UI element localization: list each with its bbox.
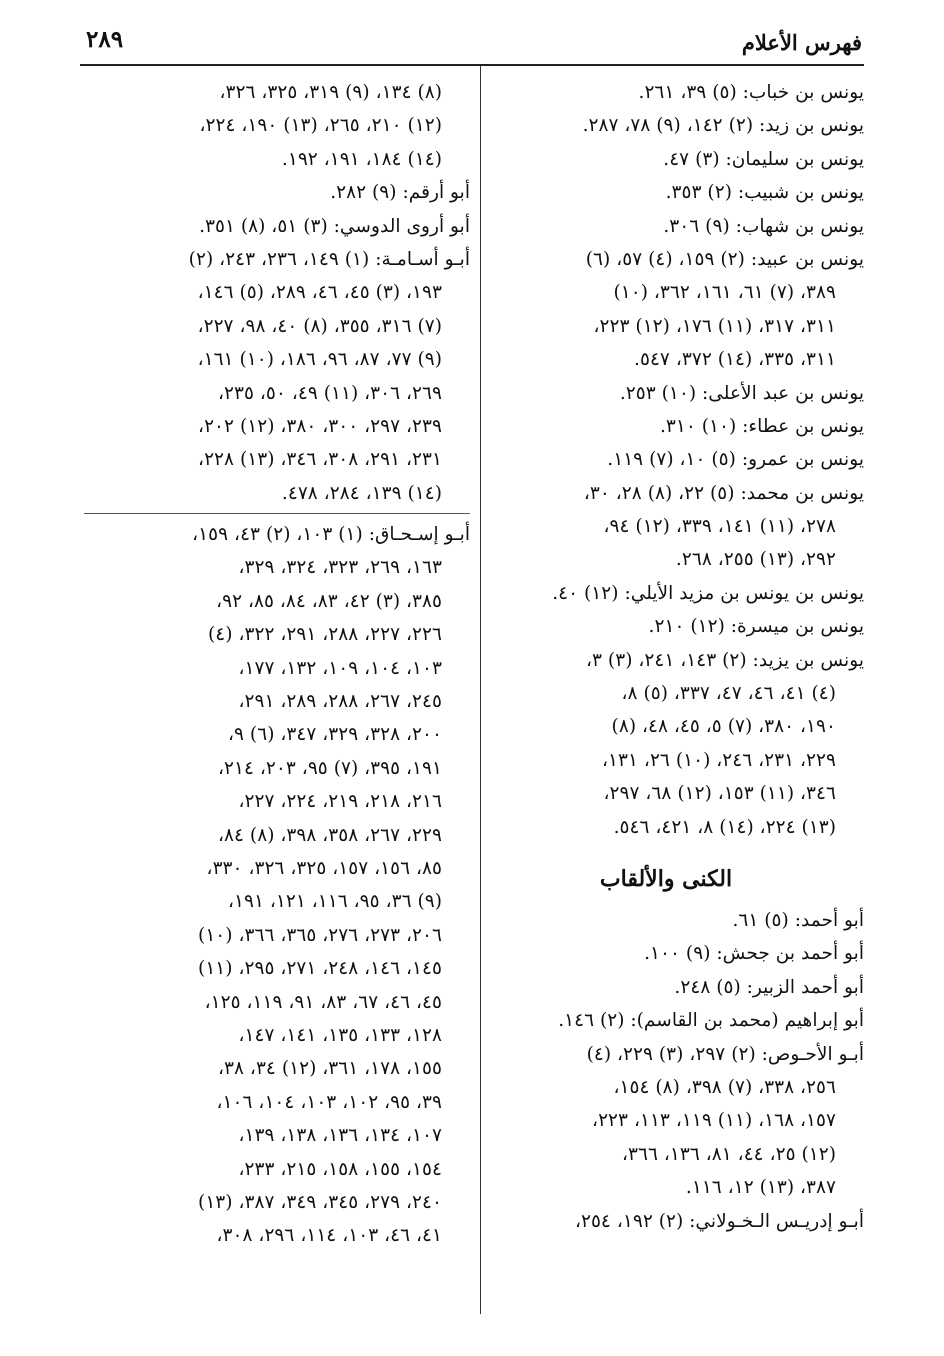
index-entry: أبو أروى الدوسي: (٣) ٥١، (٨) ٣٥١. [199, 215, 470, 237]
index-entry-continuation: (١٢) ٢١٠، ٢٦٥، (١٣) ١٩٠، ٢٢٤، [199, 115, 442, 137]
index-entry-continuation: ٣١١، ٣٣٥، (١٤) ٣٧٢، ٥٤٧. [634, 349, 836, 371]
index-entry-continuation: ٢٩٢، (١٣) ٢٥٥، ٢٦٨. [675, 549, 836, 571]
index-entry: يونس بن زيد: (٢) ١٤٢، (٩) ٧٨، ٢٨٧. [582, 115, 864, 137]
index-entry: أبو أرقم: (٩) ٢٨٢. [330, 182, 470, 204]
index-entry-continuation: ٢٧٨، (١١) ١٤١، ٣٣٩، (١٢) ٩٤، [603, 516, 836, 538]
index-entry: يونس بن عطاء: (١٠) ٣١٠. [659, 415, 864, 437]
index-entry: يونس بن عبد الأعلى: (١٠) ٢٥٣. [619, 382, 864, 404]
index-entry-continuation: (١٢) ٢٥، ٤٤، ٨١، ١٣٦، ٣٦٦، [621, 1143, 836, 1165]
index-entry-continuation: ٢٣٩، ٢٩٧، ٣٠٠، ٣٨٠، (١٢) ٢٠٢، [198, 415, 442, 437]
index-entry: أبـو إسـحـاق: (١) ١٠٣، (٢) ٤٣، ١٥٩، [192, 524, 470, 546]
index-entry: يونس بن خباب: (٥) ٣٩، ٢٦١. [638, 82, 864, 103]
index-entry-continuation: ٣٨٩، (٧) ٦١، ١٦١، ٣٦٢، (١٠) [613, 282, 836, 304]
index-entry-continuation: ٢٠٦، ٢٧٣، ٢٧٦، ٣٦٥، ٣٦٦، (١٠) [198, 924, 442, 946]
index-entry-continuation: ٣٨٧، (١٣) ١٢، ١١٦. [685, 1177, 836, 1199]
column-divider [480, 66, 481, 1314]
index-entry-continuation: ٢٢٦، ٢٢٧، ٢٨٨، ٢٩١، ٣٢٢، (٤) [208, 624, 442, 646]
right-column [488, 76, 864, 1238]
index-entry-continuation: (٩) ٣٦، ٩٥، ١١٦، ١٢١، ١٩١، [227, 891, 442, 913]
index-entry-continuation: ١٦٣، ٢٦٩، ٣٢٣، ٣٢٤، ٣٢٩، [238, 557, 442, 579]
index-entry: يونس بن يزيد: (٢) ١٤٣، ٢٤١، (٣) ٣، [586, 649, 864, 671]
page-number: ٢٨٩ [86, 26, 124, 53]
index-entry-continuation: ٣١١، ٣١٧، (١١) ١٧٦، (١٢) ٢٢٣، [593, 315, 836, 337]
index-entry: أبو إبراهيم (محمد بن القاسم): (٢) ١٤٦. [558, 1010, 864, 1032]
index-entry: أبـو أسـامـة: (١) ١٤٩، ٢٣٦، ٢٤٣، (٢) [188, 248, 470, 270]
index-entry-continuation: ١٩٣، (٣) ٤٥، ٤٦، ٢٨٩، (٥) ١٤٦، [197, 282, 442, 304]
index-entry-continuation: ١٠٧، ١٣٤، ١٣٦، ١٣٨، ١٣٩، [238, 1125, 442, 1147]
index-entry-continuation: ١٤٥، ١٤٦، ٢٤٨، ٢٧١، ٢٩٥، (١١) [198, 958, 442, 980]
index-entry-continuation: ٢٢٩، ٢٣١، ٢٤٦، (١٠) ٢٦، ١٣١، [602, 749, 836, 771]
index-entry: يونس بن شهاب: (٩) ٣٠٦. [663, 215, 864, 237]
index-entry: يونس بن شبيب: (٢) ٣٥٣. [665, 182, 864, 204]
index-entry: يونس بن محمد: (٥) ٢٢، (٨) ٢٨، ٣٠، [583, 482, 864, 504]
index-entry: يونس بن يونس بن مزيد الأيلي: (١٢) ٤٠. [552, 582, 864, 604]
header-rule [80, 64, 864, 66]
index-entry: يونس بن ميسرة: (١٢) ٢١٠. [648, 616, 864, 638]
index-entry-continuation: ٣٩، ٩٥، ١٠٢، ١٠٣، ١٠٤، ١٠٦، [216, 1091, 442, 1113]
index-entry-continuation: ٢٤٠، ٢٧٩، ٣٤٥، ٣٤٩، ٣٨٧، (١٣) [198, 1191, 442, 1213]
index-entry-continuation: (١٣) ٢٢٤، (١٤) ٨، ٤٢١، ٥٤٦. [613, 816, 836, 838]
index-entry: أبـو إدريـس الـخـولاني: (٢) ١٩٢، ٢٥٤، [574, 1210, 864, 1232]
left-column [84, 76, 470, 1253]
index-entry: يونس بن سليمان: (٣) ٤٧. [663, 148, 864, 170]
index-entry-continuation: ١٥٤، ١٥٥، ١٥٨، ٢١٥، ٢٣٣، [238, 1158, 442, 1180]
index-entry-continuation: ١٥٥، ١٧٨، ٣٦١، (١٢) ٣٤، ٣٨، [218, 1058, 442, 1080]
index-entry-continuation: (١٤) ١٣٩، ٢٨٤، ٤٧٨. [281, 482, 442, 504]
index-entry: يونس بن عمرو: (٥) ١٠، (٧) ١١٩. [607, 449, 864, 471]
index-entry-continuation: ٢٢٩، ٢٦٧، ٣٥٨، ٣٩٨، (٨) ٨٤، [218, 824, 442, 846]
index-entry: أبو أحمد بن جحش: (٩) ١٠٠. [644, 943, 864, 965]
index-entry-continuation: ٢٠٠، ٣٢٨، ٣٢٩، ٣٤٧، (٦) ٩، [228, 724, 442, 746]
index-entry-continuation: ٢٥٦، ٣٣٨، (٧) ٣٩٨، (٨) ١٥٤، [613, 1076, 836, 1098]
index-entry-continuation: ١٩١، ٣٩٥، (٧) ٩٥، ٢٠٣، ٢١٤، [218, 757, 442, 779]
index-entry: أبـو الأحـوص: (٢) ٢٩٧، (٣) ٢٢٩، (٤) [586, 1043, 864, 1065]
index-entry-continuation: (٧) ٣١٦، ٣٥٥، (٨) ٤٠، ٩٨، ٢٢٧، [197, 315, 442, 337]
section-heading: الكنى والألقاب [599, 865, 733, 892]
index-entry: أبو أحمد الزبير: (٥) ٢٤٨. [674, 976, 864, 998]
index-entry-continuation: ٣٤٦، (١١) ١٥٣، (١٢) ٦٨، ٢٩٧، [603, 783, 836, 805]
index-entry-continuation: ٤٥، ٤٦، ٦٧، ٨٣، ٩١، ١١٩، ١٢٥، [204, 991, 442, 1013]
index-entry-continuation: ٢١٦، ٢١٨، ٢١٩، ٢٢٤، ٢٢٧، [238, 791, 442, 813]
index-entry-continuation: ١٩٠، ٣٨٠، (٧) ٥، ٤٥، ٤٨، (٨) [611, 716, 836, 738]
index-entry-continuation: (٨) ١٣٤، (٩) ٣١٩، ٣٢٥، ٣٢٦، [219, 82, 442, 103]
entry-separator-rule [84, 513, 470, 514]
index-entry-continuation: ٢٦٩، ٣٠٦، (١١) ٤٩، ٥٠، ٢٣٥، [218, 382, 442, 404]
index-entry-continuation: (١٤) ١٨٤، ١٩١، ١٩٢. [281, 148, 442, 170]
index-entry-continuation: ١٠٣، ١٠٤، ١٠٩، ١٣٢، ١٧٧، [238, 657, 442, 679]
index-entry-continuation: ٨٥، ١٥٦، ١٥٧، ٣٢٥، ٣٢٦، ٣٣٠، [206, 857, 442, 879]
index-entry-continuation: ٢٤٥، ٢٦٧، ٢٨٨، ٢٨٩، ٢٩١، [238, 691, 442, 713]
index-entry-continuation: ١٥٧، ١٦٨، (١١) ١١٩، ١١٣، ٢٢٣، [592, 1110, 836, 1132]
index-entry-continuation: ٤١، ٤٦، ١٠٣، ١١٤، ٢٩٦، ٣٠٨، [216, 1225, 442, 1247]
index-entry: يونس بن عبيد: (٢) ١٥٩، (٤) ٥٧، (٦) [585, 248, 864, 270]
index-entry-continuation: ٢٣١، ٢٩١، ٣٠٨، ٣٤٦، (١٣) ٢٢٨، [198, 449, 442, 471]
index-entry-continuation: ٣٨٥، (٣) ٤٢، ٨٣، ٨٤، ٨٥، ٩٢، [216, 590, 442, 612]
index-entry-continuation: (٩) ٧٧، ٨٧، ٩٦، ١٨٦، (١٠) ١٦١، [197, 349, 442, 371]
index-entry: أبو أحمد: (٥) ٦١. [732, 909, 864, 931]
index-entry-continuation: (٤) ٤١، ٤٦، ٤٧، ٣٣٧، (٥) ٨، [621, 683, 836, 705]
index-entry-continuation: ١٢٨، ١٣٣، ١٣٥، ١٤١، ١٤٧، [238, 1024, 442, 1046]
running-title: فهرس الأعلام [741, 30, 862, 55]
page-header [80, 22, 862, 62]
